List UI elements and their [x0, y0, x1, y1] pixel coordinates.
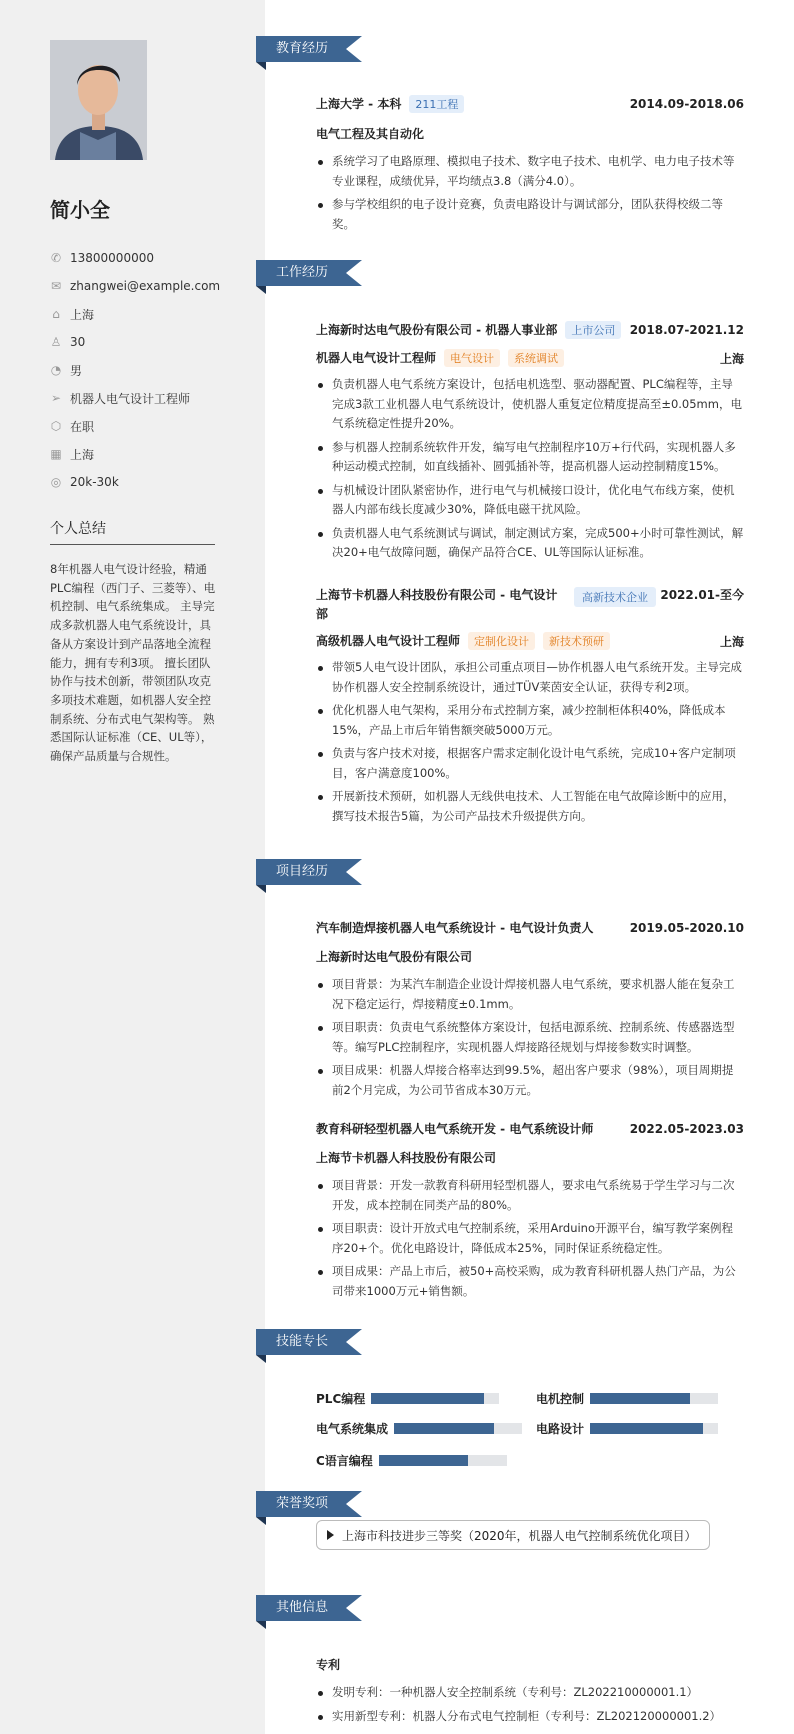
section-tag-other: 其他信息 [256, 1595, 362, 1621]
list-item: 负责机器人电气系统方案设计，包括电机选型、驱动器配置、PLC编程等，主导完成3款工业机器人电气系统设计，使机器人重复定位精度提高至±0.05mm，电气系统稳定性提升20%。 [316, 375, 744, 434]
work-date: 2022.01-至今 [660, 588, 744, 602]
info-gender: ◔ 男 [50, 363, 83, 378]
education-entry [316, 95, 744, 238]
project-date: 2019.05-2020.10 [629, 920, 744, 935]
phone-icon: ✆ [50, 251, 62, 265]
section-tag-skills: 技能专长 [256, 1329, 362, 1355]
skill-bar [394, 1423, 522, 1434]
job-tag: 定制化设计 [468, 632, 535, 650]
list-item: 发明专利：一种机器人安全控制系统（专利号：ZL202210000001.1） [316, 1683, 744, 1703]
section-tag-work: 工作经历 [256, 260, 362, 286]
other-info [316, 1656, 744, 1730]
education-major: 电气工程及其自动化 [316, 127, 425, 141]
job-tag: 新技术预研 [543, 632, 610, 650]
skill-circuit-design: 电路设计 [536, 1420, 718, 1437]
summary-text: 8年机器人电气设计经验，精通PLC编程（西门子、三菱等）、电机控制、电气系统集成。 主导完成多款机器人电气系统设计，具备从方案设计到产品落地全流程能力，拥有专利3项。 擅长团队协作与技术创新，带领团队攻克多项技术难题，如机器人安全控制系统、分布式电气架构等。 熟悉国际认证标准（CE、UL等），确保产品质量与合规性。 [50, 562, 216, 764]
project-name: 汽车制造焊接机器人电气系统设计 - 电气设计负责人 [316, 921, 594, 935]
work-bullets [316, 658, 744, 826]
info-age: ♙ 30 [50, 335, 86, 349]
skill-bar [590, 1393, 718, 1404]
school-badge: 211工程 [409, 95, 464, 113]
work-location: 上海 [719, 634, 744, 649]
expand-triangle-icon [327, 1530, 334, 1540]
sidebar [0, 0, 265, 1734]
project-bullets [316, 975, 744, 1100]
work-entry-1 [316, 321, 744, 567]
project-name: 教育科研轻型机器人电气系统开发 - 电气系统设计师 [316, 1122, 594, 1136]
list-item: 负责机器人电气系统测试与调试，制定测试方案，完成500+小时可靠性测试，解决20+电气故障问题，确保产品符合CE、UL等国际认证标准。 [316, 524, 744, 563]
project-entry-2 [316, 1120, 744, 1305]
skill-c-programming: C语言编程 [316, 1452, 507, 1469]
project-company: 上海新时达电气股份有限公司 [316, 950, 473, 964]
candidate-name: 简小全 [50, 198, 110, 222]
info-job: ➢ 机器人电气设计工程师 [50, 391, 191, 406]
skill-bar-fill [394, 1423, 494, 1434]
job-title: 高级机器人电气设计工程师 [316, 634, 461, 648]
work-location: 上海 [719, 351, 744, 366]
list-item: 实用新型专利：机器人分布式电气控制柜（专利号：ZL202120000001.2） [316, 1707, 744, 1727]
education-date: 2014.09-2018.06 [629, 97, 744, 111]
company-badge: 上市公司 [565, 321, 621, 339]
education-bullets [316, 152, 744, 234]
list-item: 项目职责：设计开放式电气控制系统，采用Arduino开源平台，编写教学案例程序20+个。优化电路设计，降低成本25%，同时保证系统稳定性。 [316, 1219, 744, 1258]
project-bullets [316, 1176, 744, 1301]
avatar [50, 40, 147, 160]
section-tag-awards: 荣誉奖项 [256, 1491, 362, 1517]
list-item: 优化机器人电气架构，采用分布式控制方案，减少控制柜体积40%，降低成本15%，产品上市后年销售额突破5000万元。 [316, 701, 744, 740]
list-item: 项目成果：机器人焊接合格率达到99.5%，超出客户要求（98%），项目周期提前2个月完成，为公司节省成本30万元。 [316, 1061, 744, 1100]
skill-bar-fill [379, 1455, 469, 1466]
award-text: 上海市科技进步三等奖（2020年，机器人电气控制系统优化项目） [342, 1528, 697, 1543]
list-item: 项目背景：为某汽车制造企业设计焊接机器人电气系统，要求机器人能在复杂工况下稳定运行，焊接精度±0.1mm。 [316, 975, 744, 1014]
job-tag: 系统调试 [508, 349, 564, 367]
info-salary: ◎ 20k-30k [50, 475, 119, 489]
list-item: 带领5人电气设计团队，承担公司重点项目—协作机器人电气系统开发。主导完成协作机器人安全控制系统设计，通过TÜV莱茵安全认证，获得专利2项。 [316, 658, 744, 697]
project-company: 上海节卡机器人科技股份有限公司 [316, 1151, 497, 1165]
info-email: ✉ zhangwei@example.com [50, 279, 221, 293]
info-city: ▦ 上海 [50, 447, 95, 462]
company-name: 上海节卡机器人科技股份有限公司 - 电气设计部 [316, 588, 558, 621]
patent-list [316, 1683, 744, 1726]
list-item: 参与机器人控制系统软件开发，编写电气控制程序10万+行代码，实现机器人多种运动模式控制，如直线插补、圆弧插补等，提高机器人运动控制精度15%。 [316, 438, 744, 477]
list-item: 项目成果：产品上市后，被50+高校采购，成为教育科研机器人热门产品，为公司带来1000万元+销售额。 [316, 1262, 744, 1301]
skill-bar-fill [590, 1423, 703, 1434]
skill-bar [379, 1455, 507, 1466]
company-badge: 高新技术企业 [574, 587, 656, 607]
project-entry-1 [316, 919, 744, 1104]
list-item: 项目职责：负责电气系统整体方案设计，包括电源系统、控制系统、传感器选型等。编写PLC控制程序，实现机器人焊接路径规划与焊接参数实时调整。 [316, 1018, 744, 1057]
avatar-photo [50, 40, 147, 160]
skill-system-integration: 电气系统集成 [316, 1420, 522, 1437]
list-item: 负责与客户技术对接，根据客户需求定制化设计电气系统，完成10+客户定制项目，客户满意度100%。 [316, 744, 744, 783]
other-title: 专利 [316, 1658, 341, 1672]
section-tag-projects: 项目经历 [256, 859, 362, 885]
list-item: 与机械设计团队紧密协作，进行电气与机械接口设计，优化电气布线方案，使机器人内部布线长度减少30%，降低电磁干扰风险。 [316, 481, 744, 520]
work-entry-2 [316, 586, 744, 830]
school-name: 上海大学 - 本科 [316, 97, 402, 111]
status-icon: ⬡ [50, 419, 62, 433]
home-icon: ⌂ [52, 307, 60, 321]
salary-icon: ◎ [50, 475, 62, 489]
skill-bar [590, 1423, 718, 1434]
skill-motor-control: 电机控制 [536, 1390, 718, 1407]
skill-bar [371, 1393, 499, 1404]
work-date: 2018.07-2021.12 [629, 323, 744, 337]
list-item: 参与学校组织的电子设计竞赛，负责电路设计与调试部分，团队获得校级二等奖。 [316, 195, 744, 234]
job-icon: ➢ [50, 391, 62, 405]
section-tag-education: 教育经历 [256, 36, 362, 62]
award-item[interactable] [316, 1520, 710, 1550]
job-title: 机器人电气设计工程师 [316, 351, 437, 365]
skill-plc: PLC编程 [316, 1390, 499, 1407]
list-item: 开展新技术预研，如机器人无线供电技术、人工智能在电气故障诊断中的应用，撰写技术报告5篇，为公司产品技术升级提供方向。 [316, 787, 744, 826]
city-icon: ▦ [50, 447, 62, 461]
info-status: ⬡ 在职 [50, 419, 95, 434]
job-tag: 电气设计 [444, 349, 500, 367]
gender-icon: ◔ [50, 363, 62, 377]
age-icon: ♙ [50, 335, 62, 349]
info-hometown: ⌂ 上海 [50, 300, 220, 328]
contact-info-list [50, 244, 220, 496]
skill-bar-fill [371, 1393, 484, 1404]
company-name: 上海新时达电气股份有限公司 - 机器人事业部 [316, 323, 558, 337]
summary-divider [50, 544, 215, 545]
info-phone: ✆ 13800000000 [50, 251, 154, 265]
list-item: 系统学习了电路原理、模拟电子技术、数字电子技术、电机学、电力电子技术等专业课程，成绩优异，平均绩点3.8（满分4.0）。 [316, 152, 744, 191]
list-item: 项目背景：开发一款教育科研用轻型机器人，要求电气系统易于学生学习与二次开发，成本控制在同类产品的80%。 [316, 1176, 744, 1215]
work-bullets [316, 375, 744, 563]
email-icon: ✉ [50, 279, 62, 293]
skill-bar-fill [590, 1393, 690, 1404]
summary-title: 个人总结 [50, 521, 106, 537]
project-date: 2022.05-2023.03 [629, 1121, 744, 1136]
